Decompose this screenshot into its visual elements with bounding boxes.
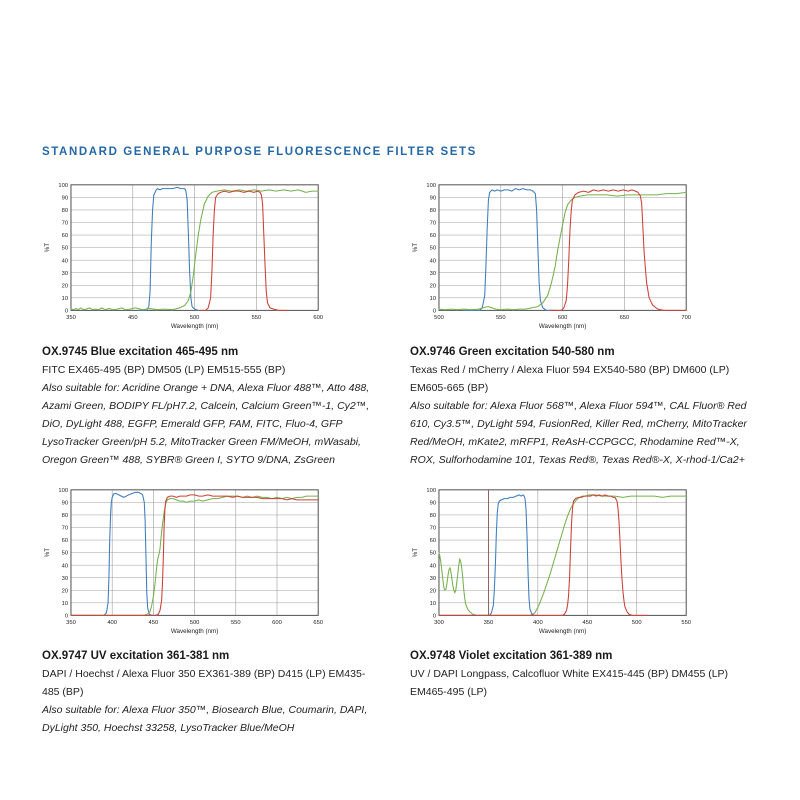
svg-text:30: 30: [61, 575, 69, 582]
svg-text:90: 90: [61, 195, 69, 202]
svg-text:400: 400: [533, 619, 543, 626]
svg-text:10: 10: [429, 600, 437, 607]
svg-text:60: 60: [429, 537, 437, 544]
filter-set-heading: OX.9748 Violet excitation 361-389 nm: [410, 650, 613, 663]
svg-text:80: 80: [61, 208, 69, 215]
svg-text:550: 550: [230, 619, 241, 626]
svg-text:350: 350: [483, 619, 494, 626]
svg-text:100: 100: [426, 487, 437, 494]
filter-set-ox9747: [42, 485, 382, 738]
y-axis-label: %T: [411, 547, 419, 557]
x-axis-label: Wavelength (nm): [170, 322, 219, 330]
svg-text:550: 550: [251, 315, 262, 322]
filter-set-heading: OX.9745 Blue excitation 465-495 nm: [42, 345, 239, 358]
svg-text:80: 80: [429, 512, 437, 519]
svg-text:40: 40: [61, 258, 69, 265]
svg-text:90: 90: [61, 500, 69, 507]
svg-text:100: 100: [58, 182, 69, 189]
svg-text:70: 70: [429, 220, 437, 227]
svg-text:100: 100: [426, 182, 437, 189]
svg-text:500: 500: [631, 619, 642, 626]
filter-set-also-suitable: Also suitable for: Alexa Fluor 568™, Alexa Fluor 594™, CAL Fluor® Red 610, Cy3.5™, DyLight 594, FusionRed, Killer Red, mCherry, MitoTracker Red/MeOH, mKate2, mRFP1, ReAsH-CCPGCC, Rhodamine Red™-X, ROX, Sulforhodamine 101, Texas Red®, Texas Red®-X, X-rhod-1/Ca2+: [410, 399, 747, 466]
x-axis-label: Wavelength (nm): [170, 627, 219, 635]
filter-set-spec: FITC EX465-495 (BP) DM505 (LP) EM515-555 (BP): [42, 363, 286, 376]
svg-text:650: 650: [619, 315, 630, 322]
svg-text:40: 40: [429, 562, 437, 569]
filter-set-spec: DAPI / Hoechst / Alexa Fluor 350 EX361-389 (BP) D415 (LP) EM435-485 (BP): [42, 668, 366, 699]
filter-sets-grid: [42, 180, 760, 737]
svg-text:600: 600: [557, 315, 568, 322]
svg-text:10: 10: [61, 600, 69, 607]
dichroic-curve: [439, 495, 686, 616]
svg-text:80: 80: [61, 512, 69, 519]
svg-text:10: 10: [61, 295, 69, 302]
svg-text:10: 10: [429, 295, 437, 302]
svg-text:30: 30: [61, 270, 69, 277]
svg-text:20: 20: [61, 283, 69, 290]
svg-text:30: 30: [429, 575, 437, 582]
svg-text:100: 100: [58, 487, 69, 494]
svg-text:20: 20: [429, 588, 437, 595]
svg-text:350: 350: [66, 619, 76, 626]
svg-text:50: 50: [429, 550, 437, 557]
svg-text:300: 300: [434, 619, 444, 626]
excitation-curve: [464, 189, 557, 311]
svg-text:450: 450: [127, 315, 138, 322]
svg-text:60: 60: [429, 233, 437, 240]
svg-text:50: 50: [429, 245, 437, 252]
y-axis-label: %T: [43, 242, 51, 253]
filter-set-ox9746: [410, 180, 750, 469]
x-axis-label: Wavelength (nm): [538, 627, 587, 635]
svg-text:40: 40: [61, 562, 69, 569]
page-title: STANDARD GENERAL PURPOSE FLUORESCENCE FILTER SETS: [42, 146, 477, 158]
svg-text:90: 90: [429, 500, 437, 507]
svg-text:700: 700: [681, 315, 692, 322]
svg-text:500: 500: [189, 619, 200, 626]
filter-set-spec: Texas Red / mCherry / Alexa Fluor 594 EX540-580 (BP) DM600 (LP) EM605-665 (BP): [410, 363, 730, 394]
svg-text:0: 0: [64, 613, 69, 620]
filter-set-spec: UV / DAPI Longpass, Calcofluor White EX415-445 (BP) DM455 (LP) EM465-495 (LP): [410, 668, 729, 699]
transmission-chart-ox9745: [42, 180, 324, 331]
svg-text:350: 350: [66, 315, 76, 322]
filter-set-ox9745: [42, 180, 382, 469]
transmission-chart-ox9746: [410, 180, 692, 331]
filter-set-also-suitable: Also suitable for: Acridine Orange + DNA, Alexa Fluor 488™, Atto 488, Azami Green, BODIPY FL/pH7.2, Calcein, Calcium Green™-1, Cy2™, DiO, DyLight 488, EGFP, Emerald GFP, FAM, FITC, Fluo-4, GFP LysoTracker Green/pH 5.2, MitoTracker Green FM/MeOH, mWasabi, Oregon Green™ 488, SYBR® Green I, SYTO 9/DNA, ZsGreen: [42, 381, 370, 466]
svg-text:0: 0: [432, 308, 437, 315]
svg-text:400: 400: [107, 619, 118, 626]
emission-curve: [439, 495, 647, 616]
filter-set-ox9748: [410, 485, 750, 738]
svg-text:550: 550: [681, 619, 692, 626]
svg-text:20: 20: [429, 283, 437, 290]
svg-text:450: 450: [582, 619, 593, 626]
filter-set-also-suitable: Also suitable for: Alexa Fluor 350™, Biosearch Blue, Coumarin, DAPI, DyLight 350, Hoechst 33258, LysoTracker Blue/MeOH: [42, 704, 368, 735]
y-axis-label: %T: [43, 547, 51, 557]
svg-text:450: 450: [148, 619, 159, 626]
svg-text:0: 0: [432, 613, 437, 620]
svg-text:90: 90: [429, 195, 437, 202]
svg-text:50: 50: [61, 245, 69, 252]
svg-text:70: 70: [61, 220, 69, 227]
emission-curve: [201, 191, 288, 310]
emission-curve: [550, 190, 686, 311]
transmission-chart-ox9748: [410, 485, 692, 636]
transmission-chart-ox9747: [42, 485, 324, 636]
svg-text:70: 70: [429, 525, 437, 532]
svg-text:20: 20: [61, 588, 69, 595]
svg-text:650: 650: [313, 619, 324, 626]
filter-set-heading: OX.9747 UV excitation 361-381 nm: [42, 650, 230, 663]
svg-text:70: 70: [61, 525, 69, 532]
svg-text:60: 60: [61, 537, 69, 544]
excitation-curve: [139, 187, 198, 310]
svg-text:500: 500: [189, 315, 200, 322]
excitation-curve: [71, 492, 158, 615]
x-axis-label: Wavelength (nm): [538, 322, 587, 330]
svg-text:0: 0: [64, 308, 69, 315]
svg-text:60: 60: [61, 233, 69, 240]
y-axis-label: %T: [411, 242, 419, 253]
svg-text:30: 30: [429, 270, 437, 277]
svg-text:600: 600: [313, 315, 324, 322]
svg-text:500: 500: [434, 315, 444, 322]
filter-set-heading: OX.9746 Green excitation 540-580 nm: [410, 345, 615, 358]
svg-text:550: 550: [495, 315, 506, 322]
svg-text:50: 50: [61, 550, 69, 557]
svg-text:80: 80: [429, 208, 437, 215]
svg-text:40: 40: [429, 258, 437, 265]
svg-text:600: 600: [272, 619, 282, 626]
